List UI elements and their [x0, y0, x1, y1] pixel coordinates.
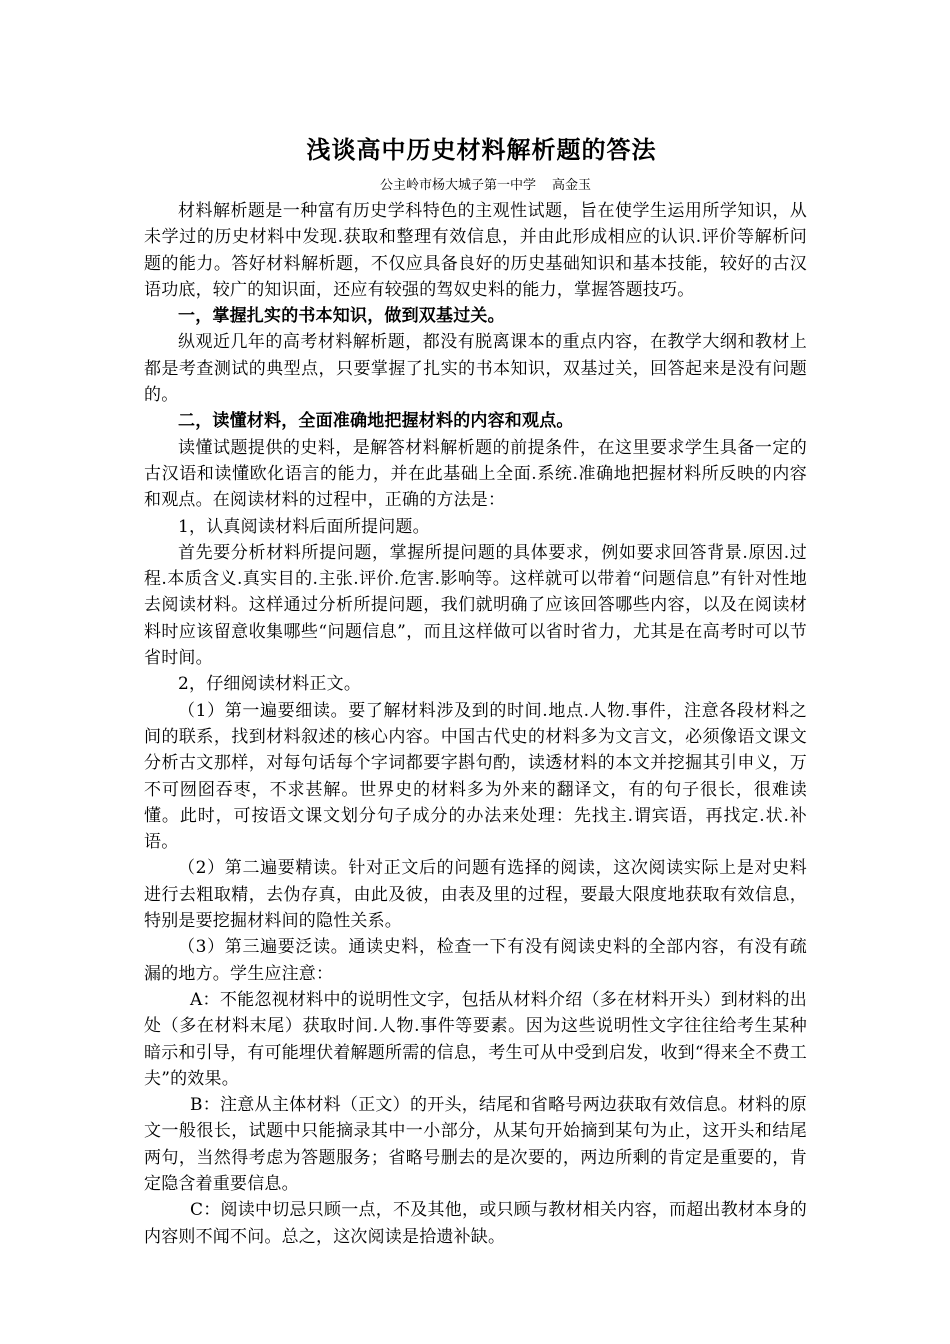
- body-paragraph: （3）第三遍要泛读。通读史料，检查一下有没有阅读史料的全部内容，有没有疏漏的地方。学生应注意：: [144, 937, 807, 984]
- body-paragraph: A：不能忽视材料中的说明性文字，包括从材料介绍（多在材料开头）到材料的出处（多在材料末尾）获取时间.人物.事件等要素。因为这些说明性文字往往给考生某种暗示和引导，有可能埋伏着解题所需的信息，考生可从中受到启发，收到“得来全不费工夫”的效果。: [144, 989, 807, 1089]
- byline: [144, 174, 807, 198]
- body-paragraph: 1，认真阅读材料后面所提问题。: [178, 516, 430, 537]
- body-paragraph: （2）第二遍要精读。针对正文后的问题有选择的阅读，这次阅读实际上是对史料进行去粗取精，去伪存真，由此及彼，由表及里的过程，要最大限度地获取有效信息，特别是要挖掘材料间的隐性关系。: [144, 858, 807, 932]
- body-paragraph: 2，仔细阅读材料正文。: [178, 674, 362, 695]
- byline-author: 高金玉: [552, 178, 592, 193]
- body-paragraph: 纵观近几年的高考材料解析题，都没有脱离课本的重点内容，在教学大纲和教材上都是考查测试的典型点，只要掌握了扎实的书本知识，双基过关，回答起来是没有问题的。: [144, 332, 807, 406]
- document-page: [144, 126, 807, 1250]
- body-paragraph: 读懂试题提供的史料，是解答材料解析题的前提条件，在这里要求学生具备一定的古汉语和读懂欧化语言的能力，并在此基础上全面.系统.准确地把握材料所反映的内容和观点。在阅读材料的过程中，正确的方法是：: [144, 437, 807, 511]
- section-heading: 一，掌握扎实的书本知识，做到双基过关。: [178, 306, 505, 327]
- document-title: 浅谈高中历史材料解析题的答法: [306, 135, 657, 164]
- body-paragraph: C：阅读中切忌只顾一点，不及其他，或只顾与教材相关内容，而超出教材本身的内容则不闻不问。总之，这次阅读是拾遗补缺。: [144, 1200, 807, 1247]
- body-paragraph: B：注意从主体材料（正文）的开头，结尾和省略号两边获取有效信息。材料的原文一般很长，试题中只能摘录其中一小部分，从某句开始摘到某句为止，这开头和结尾两句，当然得考虑为答题服务；省略号删去的是次要的，两边所剩的肯定是重要的，肯定隐含着重要信息。: [144, 1095, 807, 1194]
- byline-school: 公主岭市杨大城子第一中学: [379, 178, 536, 193]
- body-paragraph: 材料解析题是一种富有历史学科特色的主观性试题，旨在使学生运用所学知识，从未学过的历史材料中发现.获取和整理有效信息，并由此形成相应的认识.评价等解析问题的能力。答好材料解析题，不仅应具备良好的历史基础知识和基本技能，较好的古汉语功底，较广的知识面，还应有较强的驾奴史料的能力，掌握答题技巧。: [144, 201, 807, 300]
- body-paragraph: 首先要分析材料所提问题，掌握所提问题的具体要求，例如要求回答背景.原因.过程.本质含义.真实目的.主张.评价.危害.影响等。这样就可以带着“问题信息”有针对性地去阅读材料。这样通过分析所提问题，我们就明确了应该回答哪些内容，以及在阅读材料时应该留意收集哪些“问题信息”，而且这样做可以省时省力，尤其是在高考时可以节省时间。: [144, 542, 807, 669]
- body-paragraph: （1）第一遍要细读。要了解材料涉及到的时间.地点.人物.事件，注意各段材料之间的联系，找到材料叙述的核心内容。中国古代史的材料多为文言文，必须像语文课文分析古文那样，对每句话每个字词都要字斟句酌，读透材料的本文并挖掘其引申义，万不可囫囵吞枣，不求甚解。世界史的材料多为外来的翻译文，有的句子很长，很难读懂。此时，可按语文课文划分句子成分的办法来处理：先找主.谓宾语，再找定.状.补语。: [144, 700, 807, 853]
- document-body: [144, 198, 807, 1250]
- section-heading: 二，读懂材料，全面准确地把握材料的内容和观点。: [178, 411, 574, 432]
